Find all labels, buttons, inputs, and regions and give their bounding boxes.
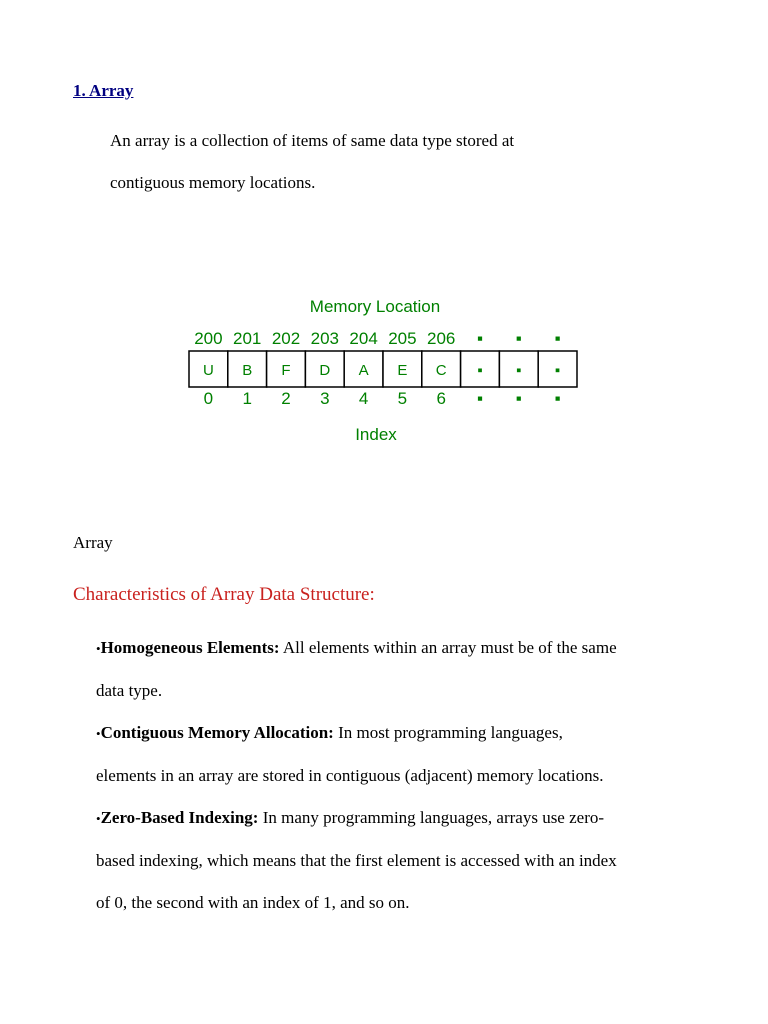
address-label: 203 <box>310 329 339 348</box>
list-item <box>96 627 706 712</box>
intro-line: An array is a collection of items of same data type stored at <box>110 131 515 150</box>
address-label: 201 <box>233 329 262 348</box>
diagram-title: Memory Location <box>309 297 441 316</box>
list-item <box>96 797 706 924</box>
address-label: 206 <box>427 329 456 348</box>
intro-paragraph <box>110 120 670 204</box>
array-memory-diagram <box>180 290 590 450</box>
item-text: In many programming languages, arrays use zero- <box>258 808 605 827</box>
section-heading: 1. Array <box>73 81 134 100</box>
address-row <box>194 329 560 348</box>
item-term: Homogeneous Elements: <box>100 638 280 657</box>
address-label: 205 <box>388 329 417 348</box>
cell-row <box>189 351 577 387</box>
bullet-icon: • <box>96 811 101 826</box>
index-value: 0 <box>203 389 214 408</box>
bullet-icon: • <box>96 641 101 656</box>
item-text: elements in an array are stored in contiguous (adjacent) memory locations. <box>96 766 604 785</box>
cell-value: C <box>435 362 447 379</box>
item-text: All elements within an array must be of the same <box>279 638 617 657</box>
item-term: Contiguous Memory Allocation: <box>100 723 334 742</box>
cell-value: U <box>202 362 214 379</box>
cell-value: ▪ <box>477 362 483 379</box>
item-text: data type. <box>96 681 163 700</box>
index-value: ▪ <box>515 389 522 408</box>
index-value: 3 <box>320 389 330 408</box>
address-label: 200 <box>194 329 223 348</box>
item-text: of 0, the second with an index of 1, and so on. <box>96 893 410 912</box>
intro-line: contiguous memory locations. <box>110 173 316 192</box>
item-text: In most programming languages, <box>333 723 563 742</box>
index-value: 4 <box>358 389 369 408</box>
characteristics-heading: Characteristics of Array Data Structure: <box>73 584 375 605</box>
cell-value: B <box>242 362 253 379</box>
address-label: 202 <box>271 329 301 348</box>
list-item <box>96 712 706 797</box>
index-value: ▪ <box>476 389 484 408</box>
characteristics-list <box>96 627 706 924</box>
cell-value: D <box>319 362 331 379</box>
address-label: ▪ <box>476 329 484 348</box>
index-label: Index <box>355 425 397 444</box>
bullet-icon: • <box>96 726 101 741</box>
index-value: 5 <box>397 389 408 408</box>
index-value: ▪ <box>554 389 561 408</box>
index-value: 1 <box>242 389 252 408</box>
item-term: Zero-Based Indexing: <box>100 808 259 827</box>
index-row <box>204 389 561 408</box>
cell-value: E <box>397 362 408 379</box>
cell-value: ▪ <box>516 362 522 379</box>
cell-value: F <box>281 362 291 379</box>
figure-caption: Array <box>73 533 113 552</box>
address-label: ▪ <box>554 329 561 348</box>
address-label: 204 <box>349 329 378 348</box>
index-value: 6 <box>436 389 446 408</box>
address-label: ▪ <box>515 329 522 348</box>
index-value: 2 <box>281 389 291 408</box>
item-text: based indexing, which means that the first element is accessed with an index <box>96 851 617 870</box>
cell-value: ▪ <box>554 362 561 379</box>
cell-value: A <box>358 362 369 379</box>
